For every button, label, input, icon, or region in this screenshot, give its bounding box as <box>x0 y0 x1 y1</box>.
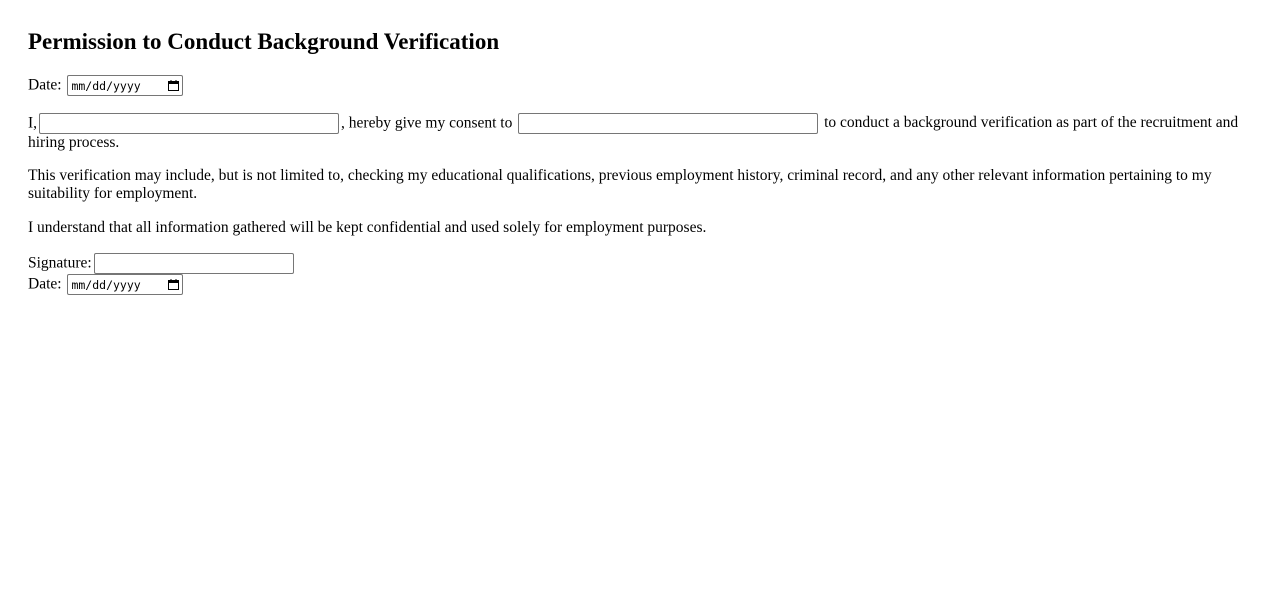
bottom-date-placeholder: mm/dd/yyyy <box>71 277 141 292</box>
bottom-date-label: Date: <box>28 275 62 293</box>
date-label: Date: <box>28 76 62 94</box>
date-input[interactable] <box>67 75 183 96</box>
consent-prefix: I, <box>28 114 38 132</box>
name-input[interactable] <box>39 113 339 134</box>
consent-middle: , hereby give my consent to <box>341 114 513 132</box>
consent-paragraph <box>28 113 1258 152</box>
signature-label: Signature: <box>28 254 92 272</box>
calendar-icon[interactable] <box>168 80 179 91</box>
page-title: Permission to Conduct Background Verification <box>28 29 500 54</box>
date-placeholder: mm/dd/yyyy <box>71 78 141 93</box>
company-input[interactable] <box>518 113 818 134</box>
bottom-date-row <box>28 274 183 295</box>
scope-paragraph: This verification may include, but is not limited to, checking my educational qualifications, previous employment history, criminal record, and any other relevant information pertaining to my suitability for employment. <box>28 167 1212 202</box>
calendar-icon[interactable] <box>168 279 179 290</box>
confidentiality-paragraph: I understand that all information gathered will be kept confidential and used solely for employment purposes. <box>28 219 707 236</box>
signature-input[interactable] <box>94 253 294 274</box>
signature-row <box>28 253 296 274</box>
consent-suffix: to conduct a background verification as part of the recruitment and hiring process. <box>28 114 1239 151</box>
top-date-row <box>28 75 183 96</box>
bottom-date-input[interactable] <box>67 274 183 295</box>
